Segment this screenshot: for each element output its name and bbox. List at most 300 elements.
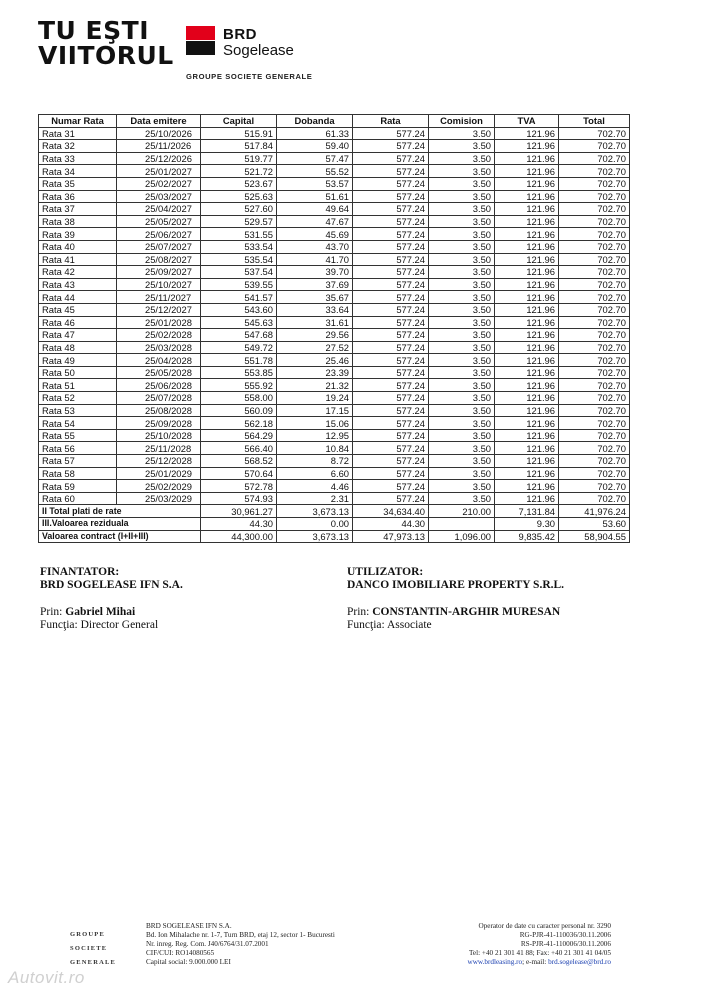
table-cell: 3.50 [429,177,495,190]
totals-cell: 9,835.42 [495,530,559,543]
table-cell: 2.31 [277,492,353,505]
footer-reg-line: RS-PJR-41-110006/30.11.2006 [520,940,611,948]
table-row [39,417,630,430]
table-cell: 577.24 [353,455,429,468]
table-cell: 25/02/2029 [117,480,201,493]
table-row [39,429,630,442]
totals-cell: 47,973.13 [353,530,429,543]
table-row [39,228,630,241]
table-cell: Rata 50 [39,366,117,379]
table-cell: 25/11/2028 [117,442,201,455]
table-row [39,291,630,304]
footer-reg-line: RG-PJR-41-110036/30.11.2006 [519,931,611,939]
table-cell: 121.96 [495,341,559,354]
footer-group-line: GROUPE [70,931,106,938]
totals-cell: 34,634.40 [353,505,429,518]
table-cell: 574.93 [201,492,277,505]
table-row [39,467,630,480]
table-cell: 577.24 [353,316,429,329]
table-cell: 121.96 [495,354,559,367]
table-cell: 568.52 [201,455,277,468]
table-row [39,303,630,316]
table-cell: 577.24 [353,253,429,266]
table-header-row [39,115,630,128]
financier-prin-label: Prin: [40,606,63,618]
table-cell: 3.50 [429,303,495,316]
table-cell: 577.24 [353,429,429,442]
table-cell: 3.50 [429,278,495,291]
table-cell: 3.50 [429,467,495,480]
table-row [39,366,630,379]
table-cell: 702.70 [559,203,630,216]
table-cell: 3.50 [429,140,495,153]
table-cell: 3.50 [429,240,495,253]
table-cell: 25/12/2026 [117,152,201,165]
table-cell: 533.54 [201,240,277,253]
table-cell: 535.54 [201,253,277,266]
email-label: e-mail: [525,958,547,966]
table-cell: 702.70 [559,291,630,304]
table-cell: 37.69 [277,278,353,291]
table-cell: 702.70 [559,492,630,505]
table-cell: Rata 34 [39,165,117,178]
footer-group-line: SOCIETE [70,945,108,952]
table-cell: 39.70 [277,266,353,279]
table-cell: 543.60 [201,303,277,316]
column-header: TVA [495,115,559,128]
table-cell: 577.24 [353,177,429,190]
financier-function-label: Funcţia: [40,619,78,631]
table-cell: 121.96 [495,278,559,291]
totals-row [39,505,630,518]
table-cell: Rata 49 [39,354,117,367]
table-cell: 3.50 [429,127,495,140]
table-cell: 566.40 [201,442,277,455]
table-cell: 702.70 [559,455,630,468]
table-cell: Rata 43 [39,278,117,291]
column-header: Rata [353,115,429,128]
table-cell: 702.70 [559,316,630,329]
table-cell: Rata 46 [39,316,117,329]
table-cell: 702.70 [559,417,630,430]
table-cell: Rata 55 [39,429,117,442]
table-cell: 35.67 [277,291,353,304]
table-cell: 3.50 [429,152,495,165]
table-cell: 541.57 [201,291,277,304]
table-cell: 25/03/2028 [117,341,201,354]
table-row [39,392,630,405]
table-cell: 25/01/2027 [117,165,201,178]
table-cell: 702.70 [559,341,630,354]
table-cell: 577.24 [353,341,429,354]
financier-company: BRD SOGELEASE IFN S.A. [40,579,183,591]
table-cell: 3.50 [429,455,495,468]
totals-cell: 58,904.55 [559,530,630,543]
table-cell: 25/10/2027 [117,278,201,291]
table-cell: 23.39 [277,366,353,379]
table-cell: 3.50 [429,215,495,228]
table-row [39,140,630,153]
table-cell: 25/11/2027 [117,291,201,304]
table-cell: 577.24 [353,329,429,342]
totals-cell: 3,673.13 [277,530,353,543]
table-cell: Rata 52 [39,392,117,405]
table-row [39,442,630,455]
slogan [38,18,174,68]
brand-line-2: Sogelease [223,42,294,59]
table-cell: Rata 53 [39,404,117,417]
table-cell: 577.24 [353,492,429,505]
table-cell: 545.63 [201,316,277,329]
table-cell: 702.70 [559,177,630,190]
table-row [39,341,630,354]
table-cell: 121.96 [495,228,559,241]
table-cell: 25/05/2028 [117,366,201,379]
table-cell: 45.69 [277,228,353,241]
table-cell: 577.24 [353,203,429,216]
table-row [39,455,630,468]
table-cell: 3.50 [429,316,495,329]
table-row [39,152,630,165]
table-cell: 25/04/2027 [117,203,201,216]
totals-cell: 41,976.24 [559,505,630,518]
table-cell: 702.70 [559,392,630,405]
table-cell: 564.29 [201,429,277,442]
table-cell: 121.96 [495,467,559,480]
totals-cell: 0.00 [277,518,353,531]
table-row [39,203,630,216]
table-cell: 121.96 [495,291,559,304]
footer-info-line: Capital social: 9.000.000 LEI [146,958,231,966]
table-cell: 577.24 [353,379,429,392]
table-cell: 10.84 [277,442,353,455]
table-cell: 3.50 [429,366,495,379]
table-row [39,480,630,493]
table-cell: 15.06 [277,417,353,430]
table-cell: 25/02/2028 [117,329,201,342]
table-cell: 3.50 [429,429,495,442]
table-cell: 577.24 [353,366,429,379]
table-cell: 572.78 [201,480,277,493]
totals-cell: 44.30 [353,518,429,531]
financier-block [40,566,183,632]
table-cell: 25/03/2029 [117,492,201,505]
table-cell: 121.96 [495,417,559,430]
table-cell: 702.70 [559,228,630,241]
table-row [39,240,630,253]
table-cell: 121.96 [495,329,559,342]
table-cell: Rata 56 [39,442,117,455]
brand-line-1: BRD [223,26,257,43]
brd-logo-icon [186,26,215,55]
footer-info-line: Bd. Ion Mihalache nr. 1-7, Turn BRD, etaj 12, sector 1- Bucuresti [146,931,335,939]
column-header: Comision [429,115,495,128]
table-cell: 25/07/2028 [117,392,201,405]
table-cell: 121.96 [495,404,559,417]
table-cell: 702.70 [559,442,630,455]
table-cell: 3.50 [429,341,495,354]
table-row [39,354,630,367]
table-cell: 17.15 [277,404,353,417]
table-cell: 3.50 [429,253,495,266]
table-cell: 577.24 [353,228,429,241]
table-cell: 121.96 [495,215,559,228]
slogan-line-2: VIITORUL [38,41,174,70]
table-cell: 25/12/2027 [117,303,201,316]
totals-cell: 9.30 [495,518,559,531]
table-cell: 702.70 [559,266,630,279]
table-cell: 3.50 [429,329,495,342]
table-body [39,127,630,543]
table-cell: 539.55 [201,278,277,291]
table-cell: 51.61 [277,190,353,203]
table-cell: 702.70 [559,152,630,165]
totals-label: Valoarea contract (I+II+III) [39,530,201,543]
table-cell: 577.24 [353,215,429,228]
email-link[interactable]: brd.sogelease@brd.ro [548,958,611,966]
table-cell: 577.24 [353,404,429,417]
table-cell: Rata 59 [39,480,117,493]
totals-cell: 210.00 [429,505,495,518]
table-cell: 3.50 [429,354,495,367]
financier-signatory: Gabriel Mihai [65,606,136,618]
footer-group-logo [70,928,116,970]
payment-schedule-table [38,114,630,543]
table-cell: 702.70 [559,480,630,493]
table-cell: 121.96 [495,203,559,216]
slogan-line-1: TU EŞTI [38,16,149,45]
table-cell: Rata 54 [39,417,117,430]
table-cell: 25/02/2027 [117,177,201,190]
table-cell: 3.50 [429,228,495,241]
table-cell: 25/04/2028 [117,354,201,367]
table-cell: 25/08/2027 [117,253,201,266]
footer-registration-info: Operator de date cu caracter personal nr. 3290 RG-PJR-41-110036/30.11.2006 RS-PJR-41-110006/30.11.2006 Tel: +40 21 301 41 88; Fax: +40 21 301 41 04/05 www.brdleasing.ro; e-mail: brd.sogelease@brd.ro [467,922,611,966]
table-cell: 31.61 [277,316,353,329]
table-cell: 3.50 [429,165,495,178]
table-cell: Rata 60 [39,492,117,505]
table-cell: 3.50 [429,379,495,392]
table-cell: 121.96 [495,177,559,190]
table-cell: 121.96 [495,442,559,455]
table-cell: 25/09/2028 [117,417,201,430]
table-cell: 702.70 [559,215,630,228]
table-cell: 121.96 [495,379,559,392]
user-block [347,566,564,632]
table-cell: 570.64 [201,467,277,480]
table-cell: 577.24 [353,152,429,165]
footer-group-line: GENERALE [70,959,117,966]
table-cell: 6.60 [277,467,353,480]
table-cell: 3.50 [429,190,495,203]
column-header: Dobanda [277,115,353,128]
table-cell: 21.32 [277,379,353,392]
table-cell: 555.92 [201,379,277,392]
table-cell: 702.70 [559,190,630,203]
table-cell: 25/05/2027 [117,215,201,228]
table-cell: 41.70 [277,253,353,266]
table-cell: 121.96 [495,190,559,203]
table-cell: Rata 37 [39,203,117,216]
table-cell: 57.47 [277,152,353,165]
user-prin-label: Prin: [347,606,370,618]
table-cell: Rata 33 [39,152,117,165]
watermark: Autovit.ro [8,968,85,987]
table-cell: 577.24 [353,392,429,405]
table-cell: Rata 47 [39,329,117,342]
table-cell: 19.24 [277,392,353,405]
table-cell: Rata 40 [39,240,117,253]
table-cell: 29.56 [277,329,353,342]
table-cell: 577.24 [353,442,429,455]
table-cell: 121.96 [495,127,559,140]
table-cell: 531.55 [201,228,277,241]
table-cell: 537.54 [201,266,277,279]
table-cell: 3.50 [429,417,495,430]
table-cell: 25/09/2027 [117,266,201,279]
table-cell: 8.72 [277,455,353,468]
table-cell: 4.46 [277,480,353,493]
user-function-label: Funcţia: [347,619,385,631]
table-cell: Rata 31 [39,127,117,140]
table-cell: 121.96 [495,480,559,493]
table-row [39,165,630,178]
footer-reg-line: Tel: +40 21 301 41 88; Fax: +40 21 301 41 04/05 [469,949,611,957]
table-cell: 3.50 [429,392,495,405]
table-cell: 25/01/2028 [117,316,201,329]
totals-label: III.Valoarea reziduala [39,518,201,531]
table-cell: 25/12/2028 [117,455,201,468]
table-cell: 702.70 [559,165,630,178]
table-cell: 121.96 [495,266,559,279]
table-cell: 121.96 [495,253,559,266]
table-cell: Rata 48 [39,341,117,354]
website-link[interactable]: www.brdleasing.ro [467,958,523,966]
user-function: Associate [386,619,432,631]
table-row [39,492,630,505]
totals-label: II Total plati de rate [39,505,201,518]
column-header: Total [559,115,630,128]
table-cell: 121.96 [495,429,559,442]
table-cell: Rata 45 [39,303,117,316]
table-cell: 523.67 [201,177,277,190]
table-cell: 12.95 [277,429,353,442]
table-row [39,127,630,140]
table-row [39,316,630,329]
table-cell: 702.70 [559,379,630,392]
table-cell: 549.72 [201,341,277,354]
table-cell: 521.72 [201,165,277,178]
table-cell: 577.24 [353,303,429,316]
financier-function: Director General [80,619,159,631]
table-cell: Rata 32 [39,140,117,153]
column-header: Capital [201,115,277,128]
table-cell: Rata 38 [39,215,117,228]
table-cell: 121.96 [495,316,559,329]
table-cell: 553.85 [201,366,277,379]
totals-cell: 30,961.27 [201,505,277,518]
table-cell: 3.50 [429,442,495,455]
table-cell: 702.70 [559,240,630,253]
table-cell: 577.24 [353,266,429,279]
totals-cell: 44.30 [201,518,277,531]
table-cell: 3.50 [429,480,495,493]
table-cell: 121.96 [495,303,559,316]
table-cell: 121.96 [495,140,559,153]
table-cell: 702.70 [559,467,630,480]
table-cell: 577.24 [353,278,429,291]
table-cell: 702.70 [559,429,630,442]
table-cell: 702.70 [559,354,630,367]
table-cell: 25/06/2028 [117,379,201,392]
table-cell: Rata 36 [39,190,117,203]
table-row [39,253,630,266]
table-cell: Rata 44 [39,291,117,304]
table-cell: 525.63 [201,190,277,203]
table-row [39,177,630,190]
table-cell: 558.00 [201,392,277,405]
table-cell: 3.50 [429,291,495,304]
table-cell: Rata 58 [39,467,117,480]
table-cell: 519.77 [201,152,277,165]
table-cell: 121.96 [495,165,559,178]
table-cell: Rata 39 [39,228,117,241]
table-cell: 547.68 [201,329,277,342]
table-cell: 577.24 [353,165,429,178]
user-signatory: CONSTANTIN-ARGHIR MURESAN [372,606,561,618]
table-row [39,190,630,203]
table-cell: 3.50 [429,404,495,417]
table-cell: Rata 35 [39,177,117,190]
column-header: Numar Rata [39,115,117,128]
table-cell: 551.78 [201,354,277,367]
footer-company-info [146,922,335,967]
table-cell: 577.24 [353,354,429,367]
totals-cell: 7,131.84 [495,505,559,518]
totals-row [39,530,630,543]
table-cell: 25/10/2026 [117,127,201,140]
group-name: GROUPE SOCIETE GENERALE [186,72,313,81]
table-cell: 577.24 [353,140,429,153]
table-cell: 25/08/2028 [117,404,201,417]
footer-info-line: CIF/CUI: RO14080565 [146,949,215,957]
table-cell: 25/07/2027 [117,240,201,253]
user-role: UTILIZATOR: [347,566,424,578]
table-cell: 702.70 [559,253,630,266]
financier-role: FINANTATOR: [40,566,120,578]
table-row [39,215,630,228]
table-row [39,329,630,342]
table-cell: 562.18 [201,417,277,430]
table-cell: Rata 57 [39,455,117,468]
table-cell: 49.64 [277,203,353,216]
totals-cell: 1,096.00 [429,530,495,543]
table-cell: 577.24 [353,240,429,253]
brand-name [223,27,294,59]
table-cell: 702.70 [559,140,630,153]
totals-row [39,518,630,531]
table-cell: 55.52 [277,165,353,178]
table-cell: 577.24 [353,417,429,430]
table-cell: 3.50 [429,203,495,216]
table-cell: 121.96 [495,455,559,468]
table-cell: 517.84 [201,140,277,153]
table-cell: Rata 42 [39,266,117,279]
footer-reg-line: Operator de date cu caracter personal nr. 3290 [478,922,611,930]
table-cell: 527.60 [201,203,277,216]
table-cell: 577.24 [353,467,429,480]
table-row [39,266,630,279]
